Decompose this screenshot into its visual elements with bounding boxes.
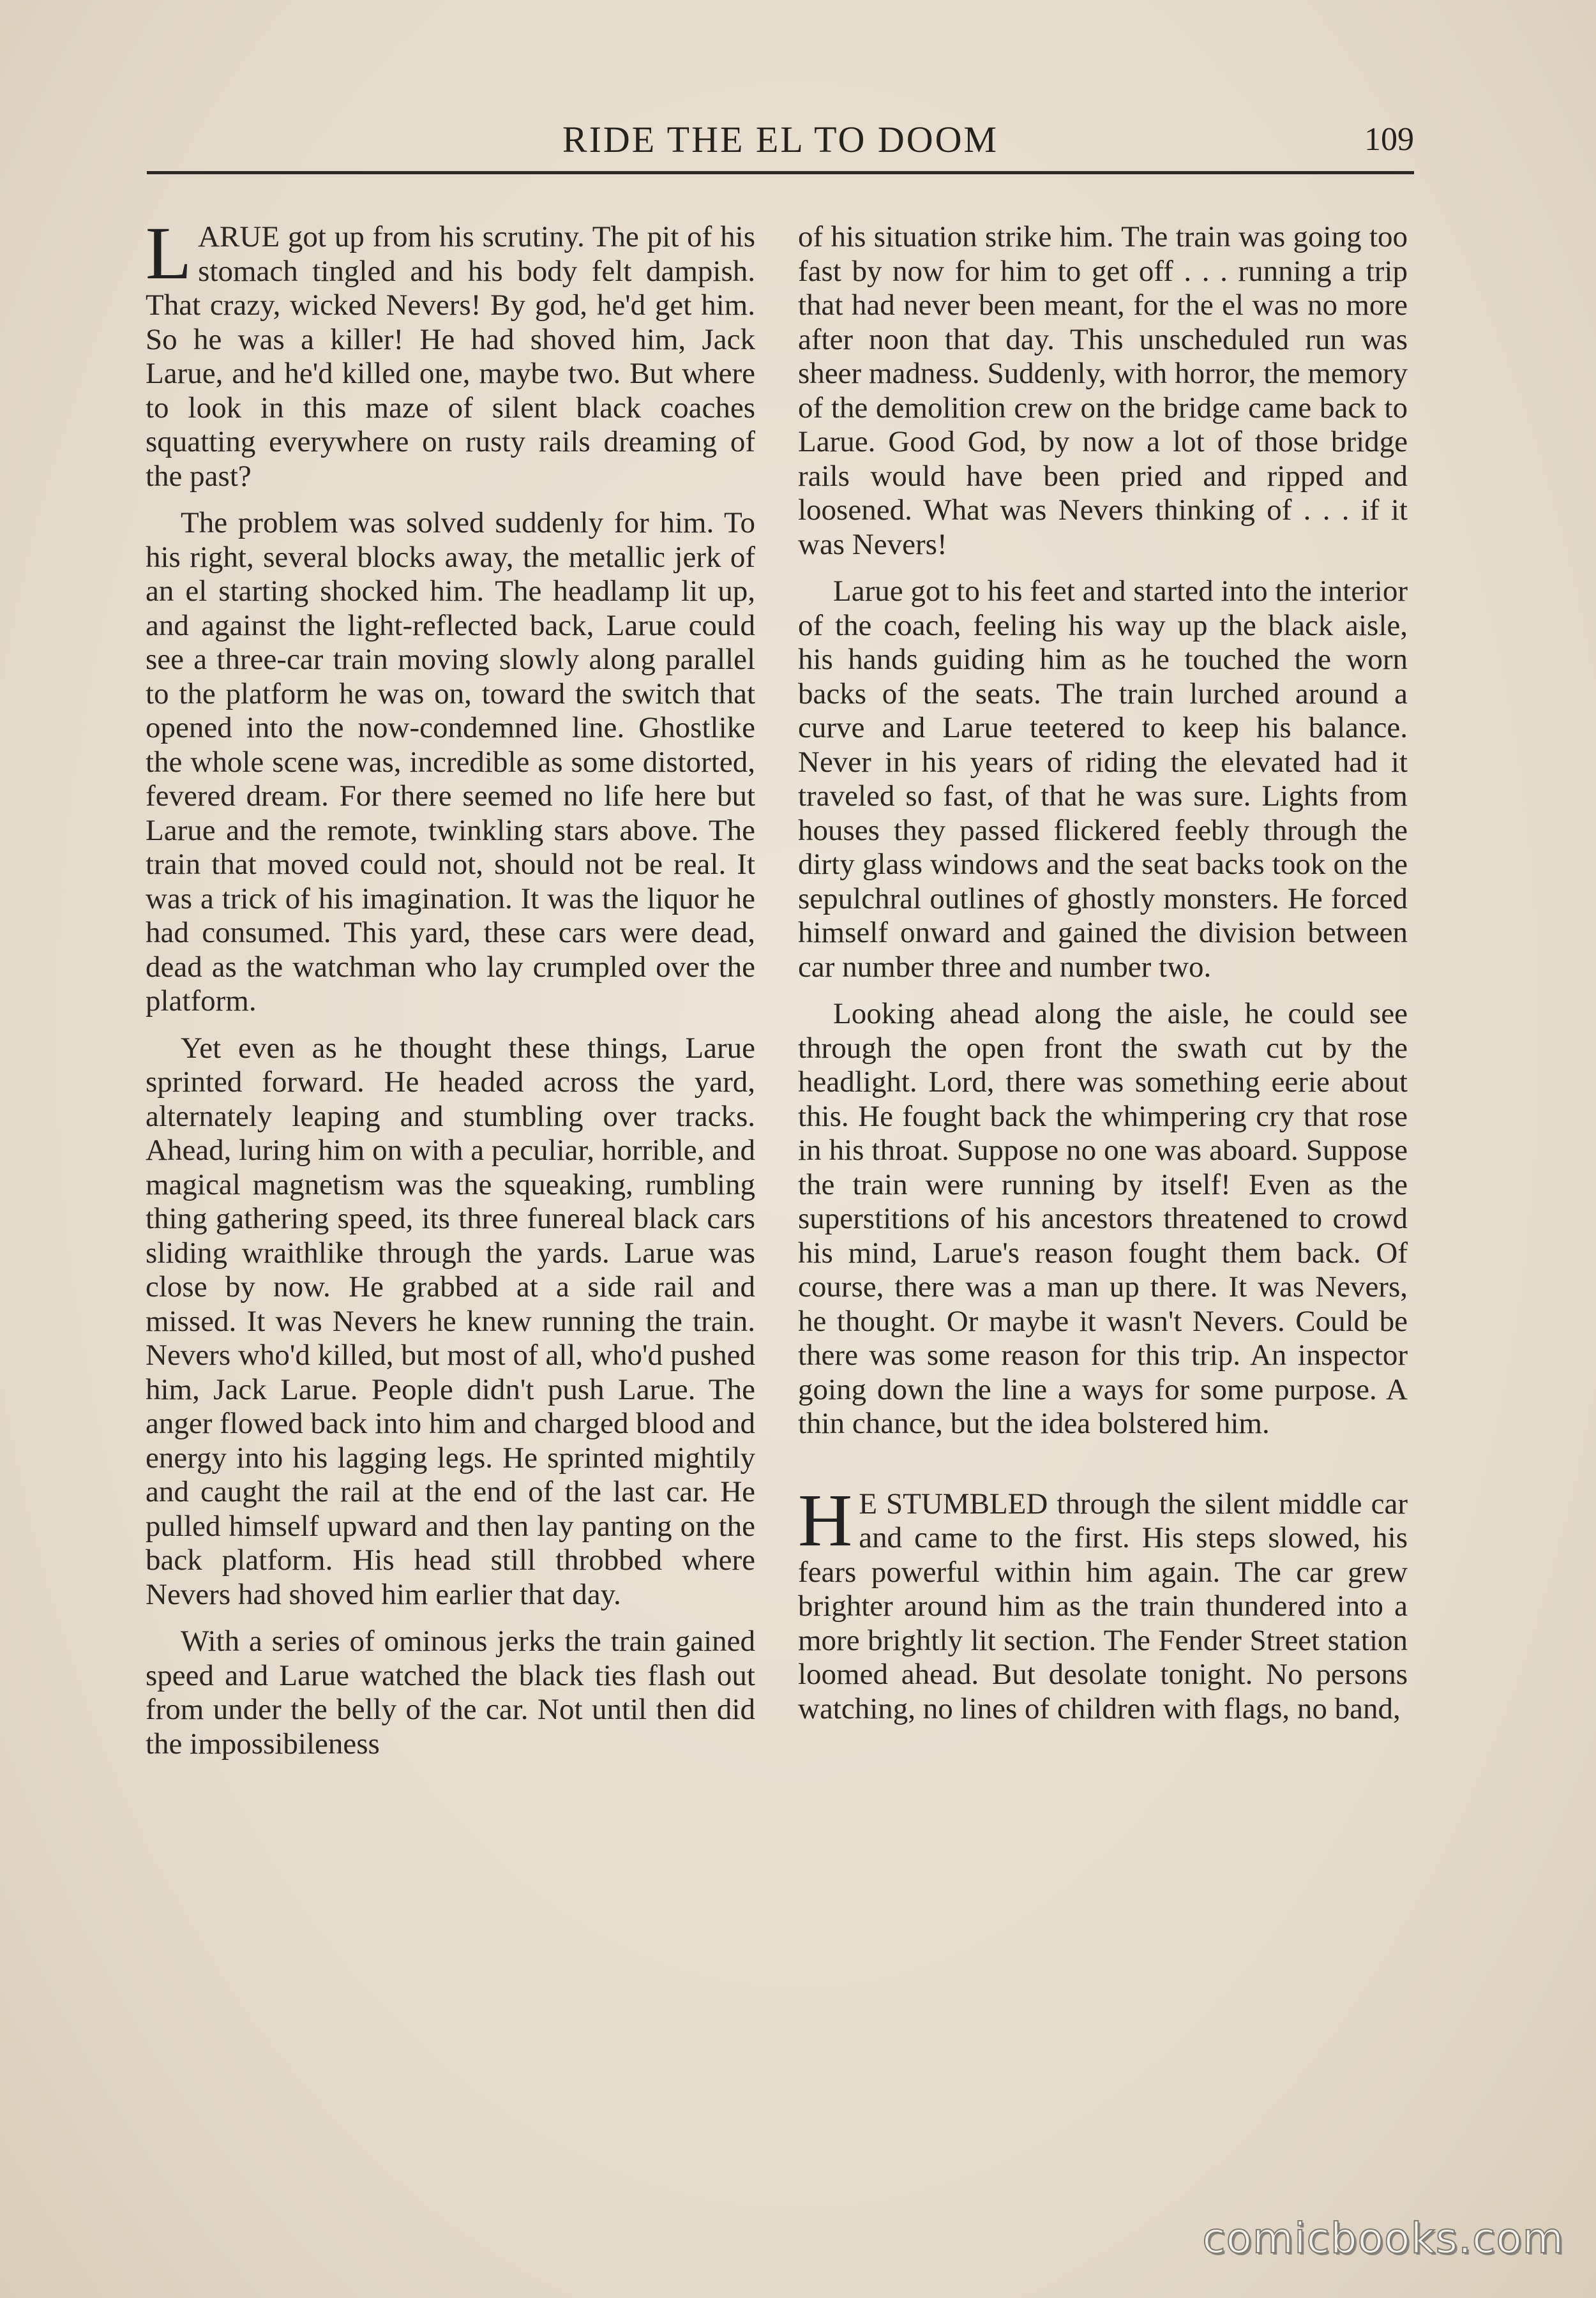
paragraph: Yet even as he thought these things, Larue sprinted forward. He headed across the yard, alternately leaping and stumbling over tracks. Ahead, luring him on with a peculiar, horrible, and magical magnetism was the squeaking, rumbling thing gathering speed, its three funereal black cars sliding wraithlike through the yards. Larue was close by now. He grabbed at a side rail and missed. It was Nevers he knew running the train. Nevers who'd killed, but most of all, who'd pushed him, Jack Larue. People didn't push Larue. The anger flowed back into him and charged blood and energy into his lagging legs. He sprinted mightily and caught the rail at the end of the last car. He pulled himself upward and then lay panting on the back platform. His head still throbbed where Nevers had shoved him earlier that day. <box>146 1031 755 1611</box>
paragraph: of his situation strike him. The train was going too fast by now for him to get off . . . running a trip that had never been meant, for the el was no more after noon that day. This unscheduled run was sheer madness. Suddenly, with horror, the memory of the demolition crew on the bridge came back to Larue. Good God, by now a lot of those bridge rails would have been pried and ripped and loosened. What was Nevers thinking of . . . if it was Nevers! <box>798 220 1408 561</box>
header-rule <box>147 171 1414 174</box>
paragraph-text: E STUMBLED through the silent middle car and came to the first. His steps slowed, his fears powerful within him again. The car grew brighter around him as the train thundered into a more brightly lit section. The Fender Street station loomed ahead. But desolate tonight. No persons watching, no lines of children with flags, no band, <box>798 1487 1408 1725</box>
drop-cap: H <box>798 1478 853 1562</box>
left-column <box>146 211 755 1774</box>
running-title: RIDE THE EL TO DOOM <box>562 119 999 160</box>
paragraph-text: ARUE got up from his scrutiny. The pit of his stomach tingled and his body felt dampish. That crazy, wicked Nevers! By god, he'd get him. So he was a killer! He had shoved him, Jack Larue, and he'd killed one, maybe two. But where to look in this maze of silent black coaches squatting everywhere on rusty rails dreaming of the past? <box>146 220 755 493</box>
watermark: comicbooks.com <box>1202 2214 1564 2263</box>
paragraph <box>146 211 755 493</box>
paragraph: Larue got to his feet and started into the interior of the coach, feeling his way up the black aisle, his hands guiding him as he touched the worn backs of the seats. The train lurched around a curve and Larue teetered to keep his balance. Never in his years of riding the elevated had it traveled so fast, of that he was sure. Lights from houses they passed flickered feebly through the dirty glass windows and the seat backs took on the sepulchral outlines of ghostly monsters. He forced himself onward and gained the division between car number three and number two. <box>798 574 1408 984</box>
right-column <box>798 220 1408 1739</box>
paragraph: With a series of ominous jerks the train gained speed and Larue watched the black ties flash out from under the belly of the car. Not until then did the impossibileness <box>146 1625 755 1761</box>
paragraph <box>798 1478 1408 1727</box>
paragraph: The problem was solved suddenly for him. To his right, several blocks away, the metallic jerk of an el starting shocked him. The headlamp lit up, and against the light-reflected back, Larue could see a three-car train moving slowly along parallel to the platform he was on, toward the switch that opened into the now-condemned line. Ghostlike the whole scene was, incredible as some distorted, fevered dream. For there seemed no life here but Larue and the remote, twinkling stars above. The train that moved could not, should not be real. It was a trick of his imagination. It was the liquor he had consumed. This yard, these cars were dead, dead as the watchman who lay crumpled over the platform. <box>146 506 755 1018</box>
drop-cap: L <box>146 211 192 295</box>
paragraph: Looking ahead along the aisle, he could see through the open front the swath cut by the headlight. Lord, there was something eerie about this. He fought back the whimpering cry that rose in his throat. Suppose no one was aboard. Suppose the train were running by itself! Even as the superstitions of his ancestors threatened to crowd his mind, Larue's reason fought them back. Of course, there was a man up there. It was Nevers, he thought. Or maybe it wasn't Nevers. Could be there was some reason for this trip. An inspector going down the line a ways for some purpose. A thin chance, but the idea bolstered him. <box>798 997 1408 1440</box>
running-head <box>147 118 1414 169</box>
page-number: 109 <box>1364 121 1414 158</box>
